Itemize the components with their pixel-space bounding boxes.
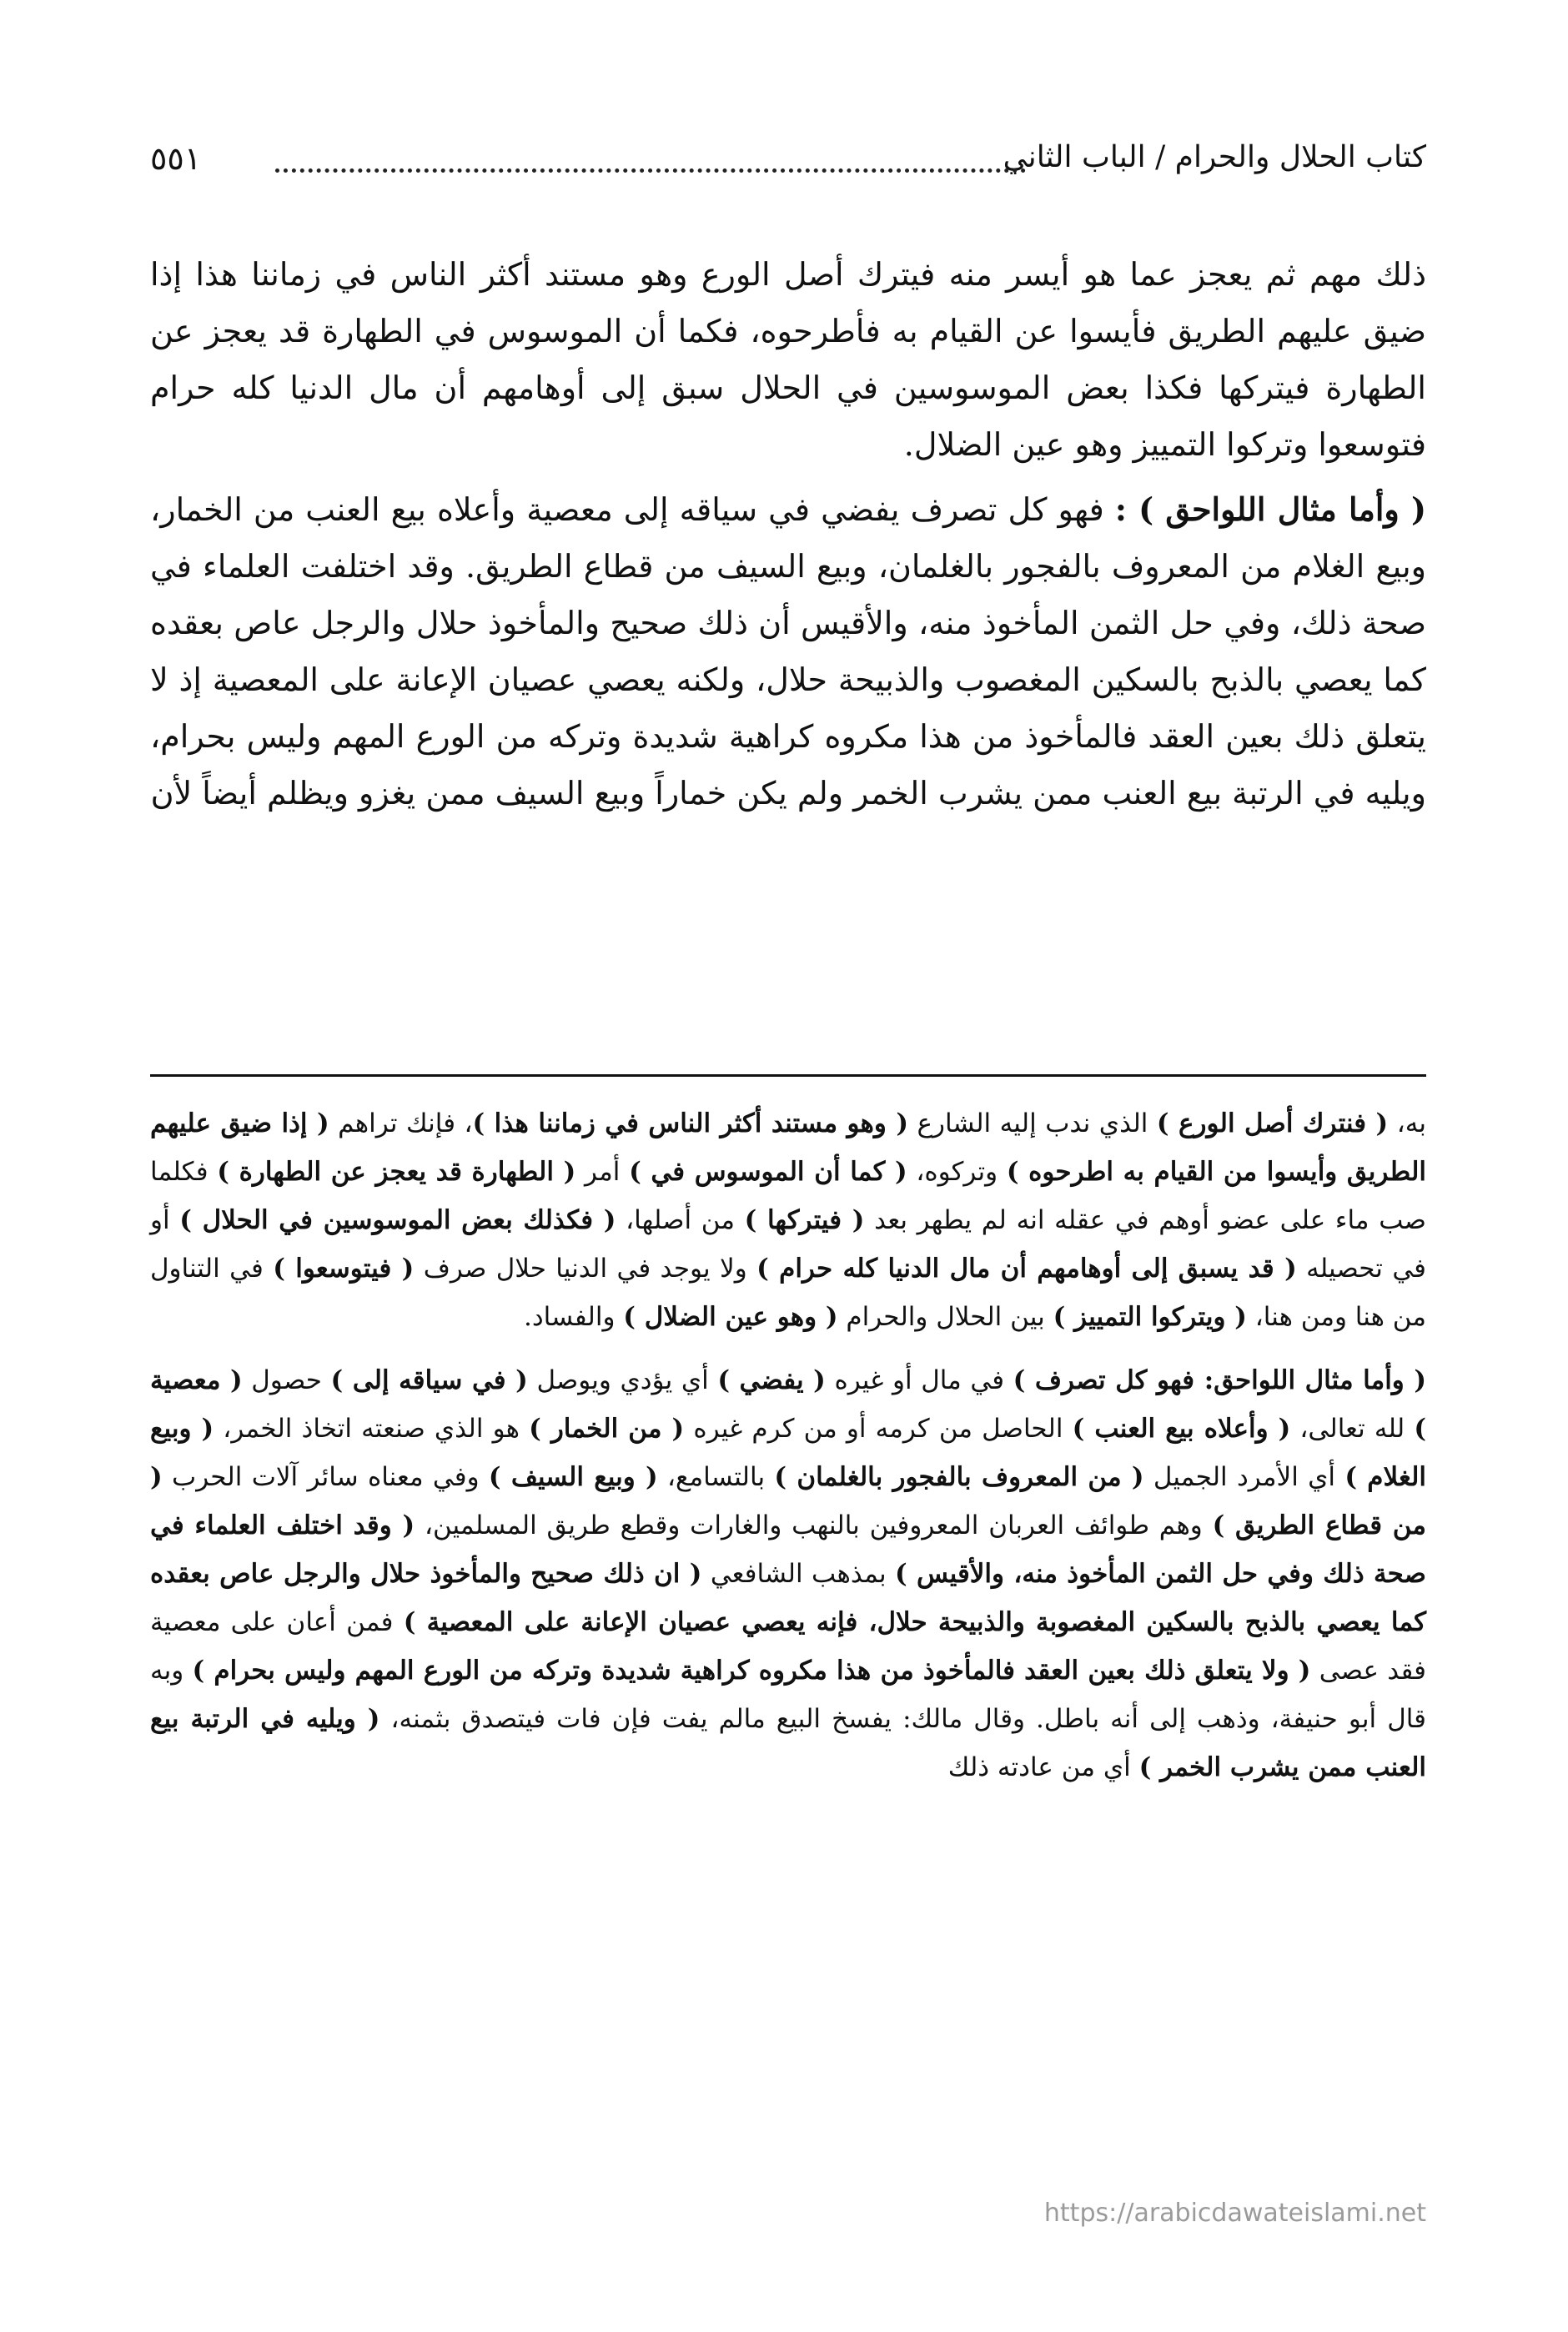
commentary-paragraph-2 (150, 1356, 1426, 1792)
commentary-segment: ( فنترك أصل الورع ) (1156, 1108, 1389, 1138)
footnote-divider (150, 1074, 1426, 1077)
commentary-segment: ( ان ذلك صحيح والمأخوذ حلال والرجل عاص بعقده كما يعصي بالذبح بالسكين المغصوبة والذبيحة حلال، فإنه يعصي عصيان الإعانة على المعصية ) (150, 1559, 1426, 1637)
header-title: كتاب الحلال والحرام / الباب الثاني (1003, 140, 1426, 174)
commentary-segment: ( وهو عين الضلال ) (623, 1302, 838, 1332)
commentary-segment: ( من المعروف بالفجور بالغلمان ) (774, 1462, 1144, 1492)
commentary-segment: أمر (575, 1157, 630, 1187)
commentary-segment: أي يؤدي ويوصل (527, 1365, 718, 1395)
commentary-segment: لله تعالى، (1290, 1414, 1415, 1444)
commentary-segment: ( قد يسبق إلى أوهامهم أن مال الدنيا كله حرام ) (756, 1254, 1297, 1284)
commentary-segment: ( فيتوسعوا ) (273, 1254, 415, 1284)
commentary-segment: ( كما أن الموسوس في ) (629, 1157, 907, 1187)
commentary-segment: ( وبيع السيف ) (488, 1462, 658, 1492)
main-paragraph-2-heading: ( وأما مثال اللواحق ) : (1114, 490, 1426, 528)
commentary-segment: ( وقد اختلف العلماء في صحة ذلك وفي حل الثمن المأخوذ منه، والأقيس ) (150, 1510, 1426, 1589)
commentary-segment: أي من عادته ذلك (947, 1752, 1139, 1782)
commentary-segment: فمن أعان على معصية فقد عصى (150, 1607, 1426, 1686)
commentary-segment: به، (1388, 1108, 1427, 1138)
commentary-segment: ( إذا ضيق عليهم الطريق وأيسوا من القيام به اطرحوه ) (150, 1108, 1426, 1187)
commentary-segment: بالتسامع، (657, 1462, 775, 1492)
commentary-segment: ( وأما مثال اللواحق: فهو كل تصرف ) (1013, 1365, 1427, 1395)
commentary-segment: فكلما صب ماء على عضو أوهم في عقله انه لم يطهر بعد (150, 1157, 1426, 1235)
commentary-segment: ( من قطاع الطريق ) (150, 1462, 1427, 1540)
commentary-segment: أي الأمرد الجميل (1143, 1462, 1345, 1492)
main-paragraph-2-body: فهو كل تصرف يفضي في سياقه إلى معصية وأعلاه بيع العنب من الخمار، وبيع الغلام من المعروف بالفجور بالغلمان، وبيع السيف من قطاع الطريق. وقد اختلفت العلماء في صحة ذلك، وفي حل الثمن المأخوذ منه، والأقيس أن ذلك صحيح والمأخوذ حلال والرجل عاص بعقده كما يعصي بالذبح بالسكين المغصوب والذبيحة حلال، ولكنه يعصي عصيان الإعانة على المعصية إذ لا يتعلق ذلك بعين العقد فالمأخوذ من هذا مكروه كراهية شديدة وتركه من الورع المهم وليس بحرام، ويليه في الرتبة بيع العنب ممن يشرب الخمر ولم يكن خماراً وبيع السيف ممن يغزو ويظلم أيضاً لأن (150, 491, 1426, 812)
commentary-segment: ( معصية ) (150, 1365, 1426, 1444)
commentary-segment: والفساد. (523, 1302, 624, 1332)
commentary-segment: ( وأعلاه بيع العنب ) (1072, 1414, 1291, 1444)
commentary-segment: من أصلها، (616, 1205, 745, 1235)
watermark-url: https://arabicdawateislami.net (1043, 2199, 1426, 2228)
commentary-segment: ( من الخمار ) (529, 1414, 685, 1444)
header-dotted-leader (275, 168, 1026, 173)
commentary-segment: وفي معناه سائر آلات الحرب (162, 1462, 489, 1492)
commentary-segment: ( ويليه في الرتبة بيع العنب ممن يشرب الخمر ) (150, 1704, 1426, 1782)
commentary-segment: وهم طوائف العربان المعروفين بالنهب والغارات وقطع طريق المسلمين، (415, 1510, 1213, 1540)
main-paragraph-2 (150, 481, 1426, 822)
commentary-segment: وبه قال أبو حنيفة، وذهب إلى أنه باطل. وقال مالك: يفسخ البيع مالم يفت فإن فات فيتصدق بثمنه، (150, 1656, 1426, 1734)
commentary-segment: ( في سياقه إلى ) (330, 1365, 528, 1395)
commentary-segment: بين الحلال والحرام (837, 1302, 1053, 1332)
commentary-segment: بمذهب الشافعي (701, 1559, 896, 1589)
commentary-segment: ( ويتركوا التمييز ) (1053, 1302, 1247, 1332)
commentary-segment: ( الطهارة قد يعجز عن الطهارة ) (217, 1157, 576, 1187)
commentary-segment: ( فكذلك بعض الموسوسين في الحلال ) (179, 1205, 616, 1235)
commentary-segment: ( وبيع الغلام ) (150, 1414, 1427, 1492)
commentary-segment: الحاصل من كرمه أو من كرم غيره (684, 1414, 1073, 1444)
commentary-segment: أو في تحصيله (150, 1205, 1426, 1284)
commentary-segment: هو الذي صنعته اتخاذ الخمر، (214, 1414, 530, 1444)
commentary-segment: حصول (242, 1365, 331, 1395)
commentary-segment: ( يفضي ) (717, 1365, 826, 1395)
commentary-segment: ( فيتركها ) (744, 1205, 865, 1235)
commentary-segment: في التناول من هنا ومن هنا، (150, 1254, 1426, 1332)
commentary-segment: وتركوه، (907, 1157, 1007, 1187)
commentary-segment: ( وهو مستند أكثر الناس في زماننا هذا ) (472, 1108, 908, 1138)
running-header (150, 125, 1426, 200)
commentary-segment: الذي ندب إليه الشارع (907, 1108, 1157, 1138)
main-text (150, 246, 1426, 830)
commentary-segment: ولا يوجد في الدنيا حلال صرف (414, 1254, 757, 1284)
commentary-segment: ، فإنك تراهم (329, 1108, 473, 1138)
page-number: ٥٥١ (150, 140, 202, 177)
commentary-paragraph-1 (150, 1099, 1426, 1341)
main-paragraph-1: ذلك مهم ثم يعجز عما هو أيسر منه فيترك أصل الورع وهو مستند أكثر الناس في زماننا هذا إذا ضيق عليهم الطريق فأيسوا عن القيام به فأطرحوه، فكما أن الموسوس في الطهارة قد يعجز عن الطهارة فيتركها فكذا بعض الموسوسين في الحلال سبق إلى أوهامهم أن مال الدنيا كله حرام فتوسعوا وتركوا التمييز وهو عين الضلال. (150, 256, 1426, 463)
commentary-segment: ( ولا يتعلق ذلك بعين العقد فالمأخوذ من هذا مكروه كراهية شديدة وتركه من الورع المهم وليس بحرام ) (192, 1656, 1311, 1686)
commentary (150, 1099, 1426, 1807)
commentary-segment: في مال أو غيره (825, 1365, 1013, 1395)
